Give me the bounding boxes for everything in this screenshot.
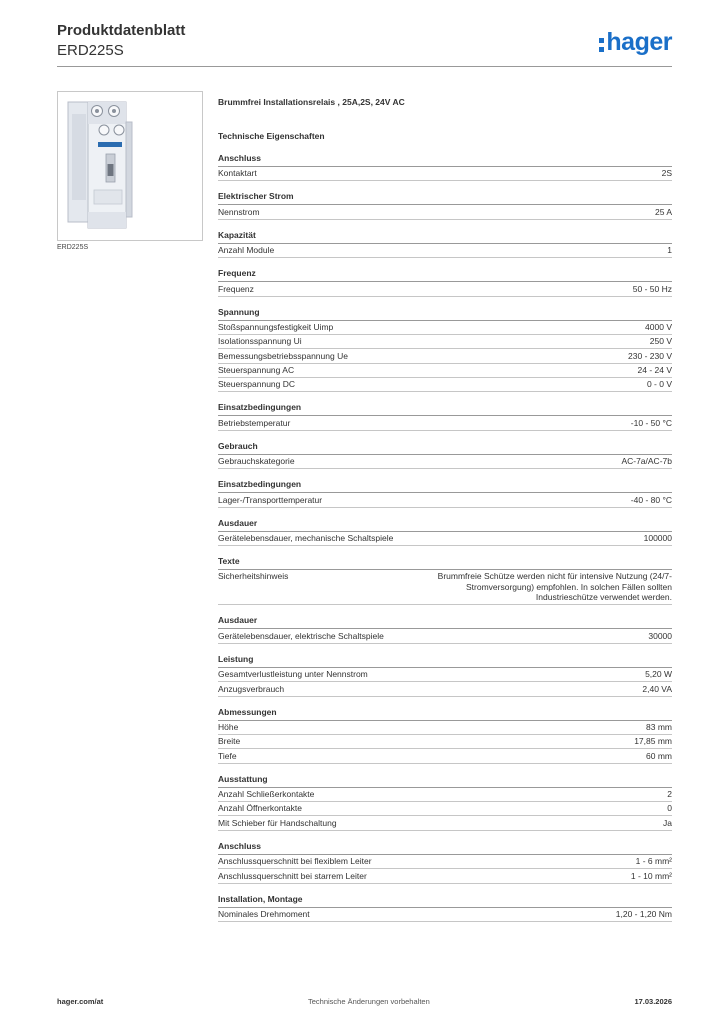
header-divider [57,66,672,67]
spec-section [218,707,672,764]
spec-section [218,153,672,181]
spec-value: 2S [661,168,672,179]
spec-row [218,493,672,507]
spec-value: 250 V [649,336,672,347]
spec-value: 1 [667,245,672,256]
spec-section [218,402,672,430]
section-title: Ausstattung [218,774,672,788]
spec-section [218,654,672,697]
spec-label: Anzahl Module [218,245,275,256]
footer-notice: Technische Änderungen vorbehalten [307,997,430,1006]
spec-label: Breite [218,736,241,747]
spec-row [218,335,672,349]
spec-label: Anzahl Schließerkontakte [218,789,315,800]
page-footer [57,997,672,1006]
section-title: Einsatzbedingungen [218,402,672,416]
spec-value: -10 - 50 °C [630,417,672,428]
spec-value: -40 - 80 °C [630,494,672,505]
spec-label: Steuerspannung DC [218,379,296,390]
spec-value: 100000 [643,532,672,543]
section-title: Abmessungen [218,707,672,721]
section-title: Leistung [218,654,672,668]
section-title: Ausdauer [218,518,672,532]
product-description: Brummfrei Installationsrelais , 25A,2S, 24V AC [218,97,405,107]
section-title: Anschluss [218,841,672,855]
spec-label: Gebrauchskategorie [218,456,295,467]
section-title: Gebrauch [218,441,672,455]
section-title: Ausdauer [218,615,672,629]
spec-label: Sicherheitshinweis [218,571,289,582]
spec-value: 60 mm [646,750,672,761]
spec-label: Tiefe [218,750,237,761]
spec-section [218,556,672,606]
spec-label: Nennstrom [218,206,260,217]
spec-section [218,841,672,884]
section-title: Installation, Montage [218,894,672,908]
spec-row [218,532,672,546]
spec-value: 4000 V [645,321,672,332]
spec-section [218,441,672,469]
section-title: Kapazität [218,230,672,244]
spec-value: 83 mm [646,721,672,732]
spec-section [218,615,672,643]
page-header [57,22,672,70]
spec-value: AC-7a/AC-7b [621,456,672,467]
spec-label: Lager-/Transporttemperatur [218,494,323,505]
spec-value: 0 [667,803,672,814]
spec-section [218,479,672,507]
spec-label: Gerätelebensdauer, mechanische Schaltspiele [218,532,394,543]
specs-content [218,96,672,932]
spec-label: Bemessungsbetriebsspannung Ue [218,350,348,361]
spec-row [218,416,672,430]
spec-row [218,321,672,335]
spec-value: 1 - 10 mm² [630,870,672,881]
article-number: ERD225S [57,42,124,59]
spec-value: Ja [663,817,672,828]
spec-label: Gerätelebensdauer, elektrische Schaltspiele [218,630,384,641]
spec-value: 30000 [648,630,672,641]
spec-value: 1,20 - 1,20 Nm [615,908,672,919]
spec-label: Betriebstemperatur [218,417,291,428]
spec-row [218,682,672,696]
spec-row [218,802,672,816]
section-title: Spannung [218,307,672,321]
image-caption: ERD225S [57,244,89,251]
spec-value: 2,40 VA [642,683,672,694]
spec-label: Anschlussquerschnitt bei flexiblem Leiter [218,856,372,867]
spec-label: Steuerspannung AC [218,365,295,376]
spec-row [218,788,672,802]
spec-value: 24 - 24 V [637,365,672,376]
spec-value: 25 A [654,206,672,217]
spec-section [218,191,672,219]
footer-date: 17.03.2026 [634,997,672,1006]
tech-properties-title: Technische Eigenschaften [218,131,325,141]
spec-value: 17,85 mm [634,736,672,747]
spec-label: Mit Schieber für Handschaltung [218,817,337,828]
spec-row [218,378,672,392]
spec-row [218,349,672,363]
section-title: Anschluss [218,153,672,167]
spec-label: Anschlussquerschnitt bei starrem Leiter [218,870,367,881]
section-title: Texte [218,556,672,570]
section-title: Einsatzbedingungen [218,479,672,493]
spec-section [218,894,672,922]
spec-row [218,570,672,606]
spec-row [218,735,672,749]
spec-value: 50 - 50 Hz [632,283,672,294]
spec-value: 1 - 6 mm² [635,856,672,867]
spec-value: 5,20 W [645,669,672,680]
hager-logo [599,28,672,56]
spec-value: 2 [667,789,672,800]
spec-value: 230 - 230 V [628,350,672,361]
product-image [57,91,203,241]
section-title: Frequenz [218,268,672,282]
spec-section [218,774,672,831]
section-title: Elektrischer Strom [218,191,672,205]
spec-row [218,749,672,763]
spec-label: Nominales Drehmoment [218,908,310,919]
spec-label: Kontaktart [218,168,257,179]
spec-row [218,629,672,643]
spec-row [218,205,672,219]
spec-row [218,908,672,922]
spec-label: Isolationsspannung Ui [218,336,302,347]
spec-label: Anzugsverbrauch [218,683,285,694]
spec-row [218,167,672,181]
spec-section [218,518,672,546]
spec-row [218,869,672,883]
logo-text: hager [606,28,672,56]
spec-row [218,721,672,735]
spec-label: Frequenz [218,283,254,294]
spec-label: Anzahl Öffnerkontakte [218,803,302,814]
spec-sections [218,153,672,922]
spec-label: Höhe [218,721,239,732]
footer-website: hager.com/at [57,997,104,1006]
spec-label: Gesamtverlustleistung unter Nennstrom [218,669,368,680]
spec-row [218,855,672,869]
spec-row [218,364,672,378]
spec-section [218,307,672,393]
spec-row [218,816,672,830]
relay-device-icon [58,92,202,240]
spec-row [218,668,672,682]
spec-value: 0 - 0 V [646,379,672,390]
spec-row [218,244,672,258]
spec-label: Stoßspannungsfestigkeit Uimp [218,321,334,332]
spec-section [218,230,672,258]
spec-value: Brummfreie Schütze werden nicht für intensive Nutzung (24/7-Stromversorgung) empfohlen. In solchen Fällen sollten Industrieschütze verwendet werden. [437,571,672,603]
page-title: Produktdatenblatt [57,22,186,39]
logo-colon-icon [599,32,604,52]
spec-row [218,455,672,469]
spec-row [218,282,672,296]
spec-section [218,268,672,296]
